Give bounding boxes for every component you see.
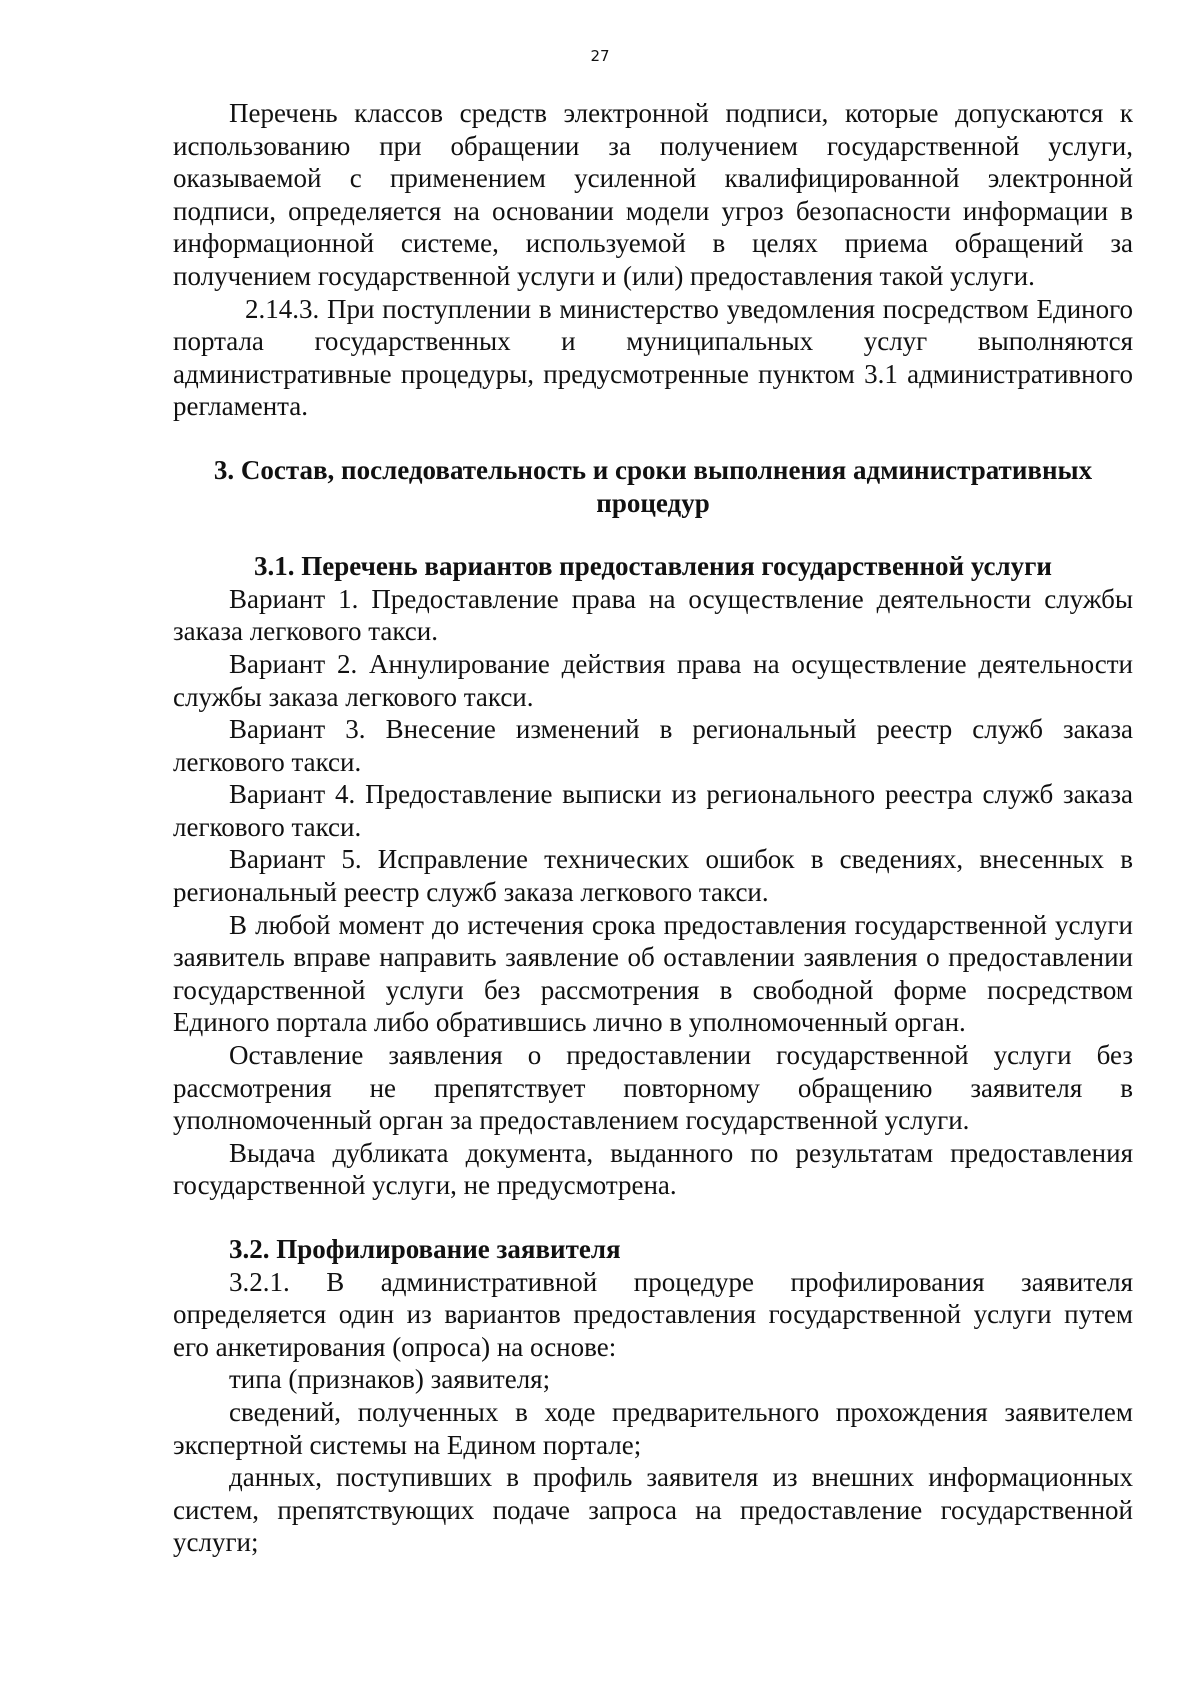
paragraph-2-14-3: 2.14.3. При поступлении в министерство уведомления посредством Единого портала государственных и муниципальных услуг выполняются административные процедуры, предусмотренные пунктом 3.1 административного регламента. bbox=[173, 293, 1133, 422]
section-3-2-heading: 3.2. Профилирование заявителя bbox=[229, 1234, 621, 1264]
paragraph-expert-system: сведений, полученных в ходе предварительного прохождения заявителем экспертной системы на Едином портале; bbox=[173, 1396, 1133, 1460]
paragraph-applicant-type: типа (признаков) заявителя; bbox=[229, 1364, 551, 1395]
section-3-1-heading: 3.1. Перечень вариантов предоставления государственной услуги bbox=[254, 551, 1052, 582]
paragraph-variant-2: Вариант 2. Аннулирование действия права на осуществление деятельности службы заказа легкового такси. bbox=[173, 648, 1133, 712]
paragraph-no-obstacle: Оставление заявления о предоставлении государственной услуги без рассмотрения не препятствует повторному обращению заявителя в уполномоченный орган за предоставлением государственной услуги. bbox=[173, 1040, 1133, 1136]
document-body bbox=[173, 97, 1133, 1559]
paragraph-variant-3: Вариант 3. Внесение изменений в региональный реестр служб заказа легкового такси. bbox=[173, 714, 1133, 777]
paragraph-3-2-1: 3.2.1. В административной процедуре профилирования заявителя определяется один из вариантов предоставления государственной услуги путем его анкетирования (опроса) на основе: bbox=[173, 1266, 1133, 1362]
paragraph-variant-5: Вариант 5. Исправление технических ошибок в сведениях, внесенных в региональный реестр служб заказа легкового такси. bbox=[173, 844, 1133, 908]
paragraph-signature-classes: Перечень классов средств электронной подписи, которые допускаются к использованию при обращении за получением государственной услуги, оказываемой с применением усиленной квалифицированной электронной подписи, определяется на основании модели угроз безопасности информации в информационной системе, используемой в целях приема обращений за получением государственной услуги и (или) предоставления такой услуги. bbox=[173, 98, 1133, 291]
section-3-heading: 3. Состав, последовательность и сроки выполнения административных процедур bbox=[213, 454, 1093, 518]
paragraph-withdrawal: В любой момент до истечения срока предоставления государственной услуги заявитель вправе направить заявление об оставлении заявления о предоставлении государственной услуги без рассмотрения в свободной форме посредством Единого портала либо обратившись лично в уполномоченный орган. bbox=[173, 909, 1133, 1038]
spacer bbox=[173, 1202, 1133, 1233]
spacer bbox=[173, 423, 1133, 454]
spacer bbox=[173, 519, 1133, 550]
page-number: 27 bbox=[590, 47, 610, 65]
paragraph-external-systems: данных, поступивших в профиль заявителя из внешних информационных систем, препятствующих подаче запроса на предоставление государственной услуги; bbox=[173, 1462, 1133, 1558]
paragraph-duplicate: Выдача дубликата документа, выданного по результатам предоставления государственной услуги, не предусмотрена. bbox=[173, 1137, 1133, 1201]
paragraph-variant-1: Вариант 1. Предоставление права на осуществление деятельности службы заказа легкового такси. bbox=[173, 583, 1133, 647]
paragraph-variant-4: Вариант 4. Предоставление выписки из регионального реестра служб заказа легкового такси. bbox=[173, 779, 1133, 842]
